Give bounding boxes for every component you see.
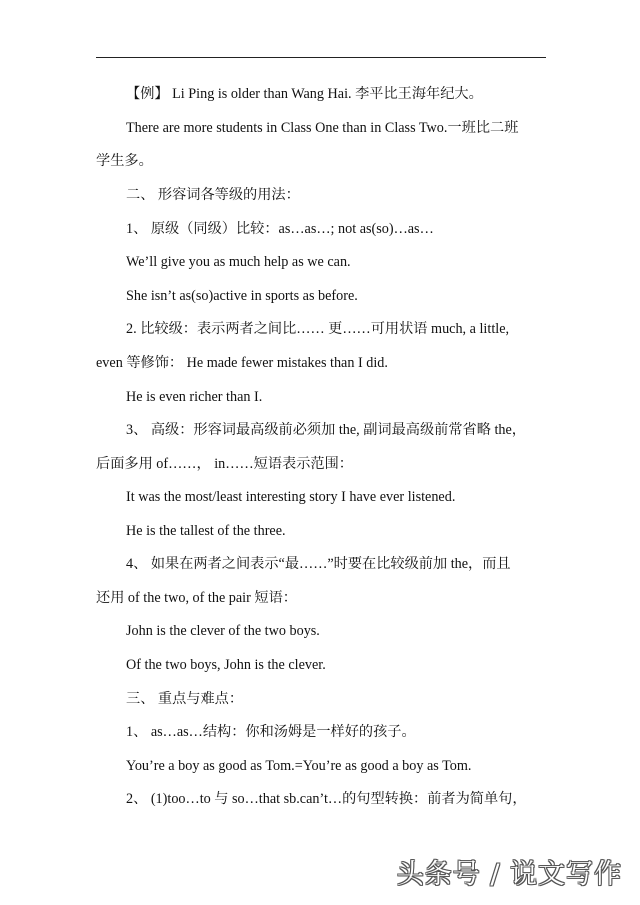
text-line-2: There are more students in Class One than in Class Two.一班比二班	[126, 120, 519, 136]
text-line-6: We’ll give you as much help as we can.	[126, 254, 351, 270]
header-rule	[96, 57, 546, 58]
text-line-18: Of the two boys, John is the clever.	[126, 657, 326, 673]
section-heading-3: 三、 重点与难点：	[126, 691, 244, 707]
text-line-21: You’re a boy as good as Tom.=You’re as good a boy as Tom.	[126, 758, 472, 774]
text-line-11: 3、 高级：形容词最高级前必须加 the, 副词最高级前常省略 the，	[126, 422, 526, 438]
text-line-12: 后面多用 of……， in……短语表示范围：	[96, 456, 353, 472]
text-line-13: It was the most/least interesting story I have ever listened.	[126, 489, 456, 505]
text-line-10: He is even richer than I.	[126, 389, 263, 405]
text-line-7: She isn’t as(so)active in sports as before.	[126, 288, 358, 304]
section-heading-2: 二、 形容词各等级的用法：	[126, 187, 300, 203]
text-line-1: 【例】 Li Ping is older than Wang Hai. 李平比王海年纪大。	[126, 86, 483, 102]
text-line-15: 4、 如果在两者之间表示“最……”时要在比较级前加 the，而且	[126, 556, 511, 572]
text-line-20: 1、 as…as…结构：你和汤姆是一样好的孩子。	[126, 724, 416, 740]
text-line-5: 1、 原级（同级）比较：as…as…; not as(so)…as…	[126, 221, 434, 237]
text-line-9: even 等修饰： He made fewer mistakes than I did.	[96, 355, 388, 371]
text-line-14: He is the tallest of the three.	[126, 523, 286, 539]
text-line-16: 还用 of the two, of the pair 短语：	[96, 590, 297, 606]
text-line-3: 学生多。	[96, 153, 153, 169]
text-line-17: John is the clever of the two boys.	[126, 623, 320, 639]
watermark-text: 头条号 / 说文写作	[396, 859, 622, 890]
text-line-22: 2、 (1)too…to 与 so…that sb.can’t…的句型转换：前者为简单句，	[126, 791, 527, 807]
text-line-8: 2. 比较级：表示两者之间比…… 更……可用状语 much, a little,	[126, 321, 510, 337]
